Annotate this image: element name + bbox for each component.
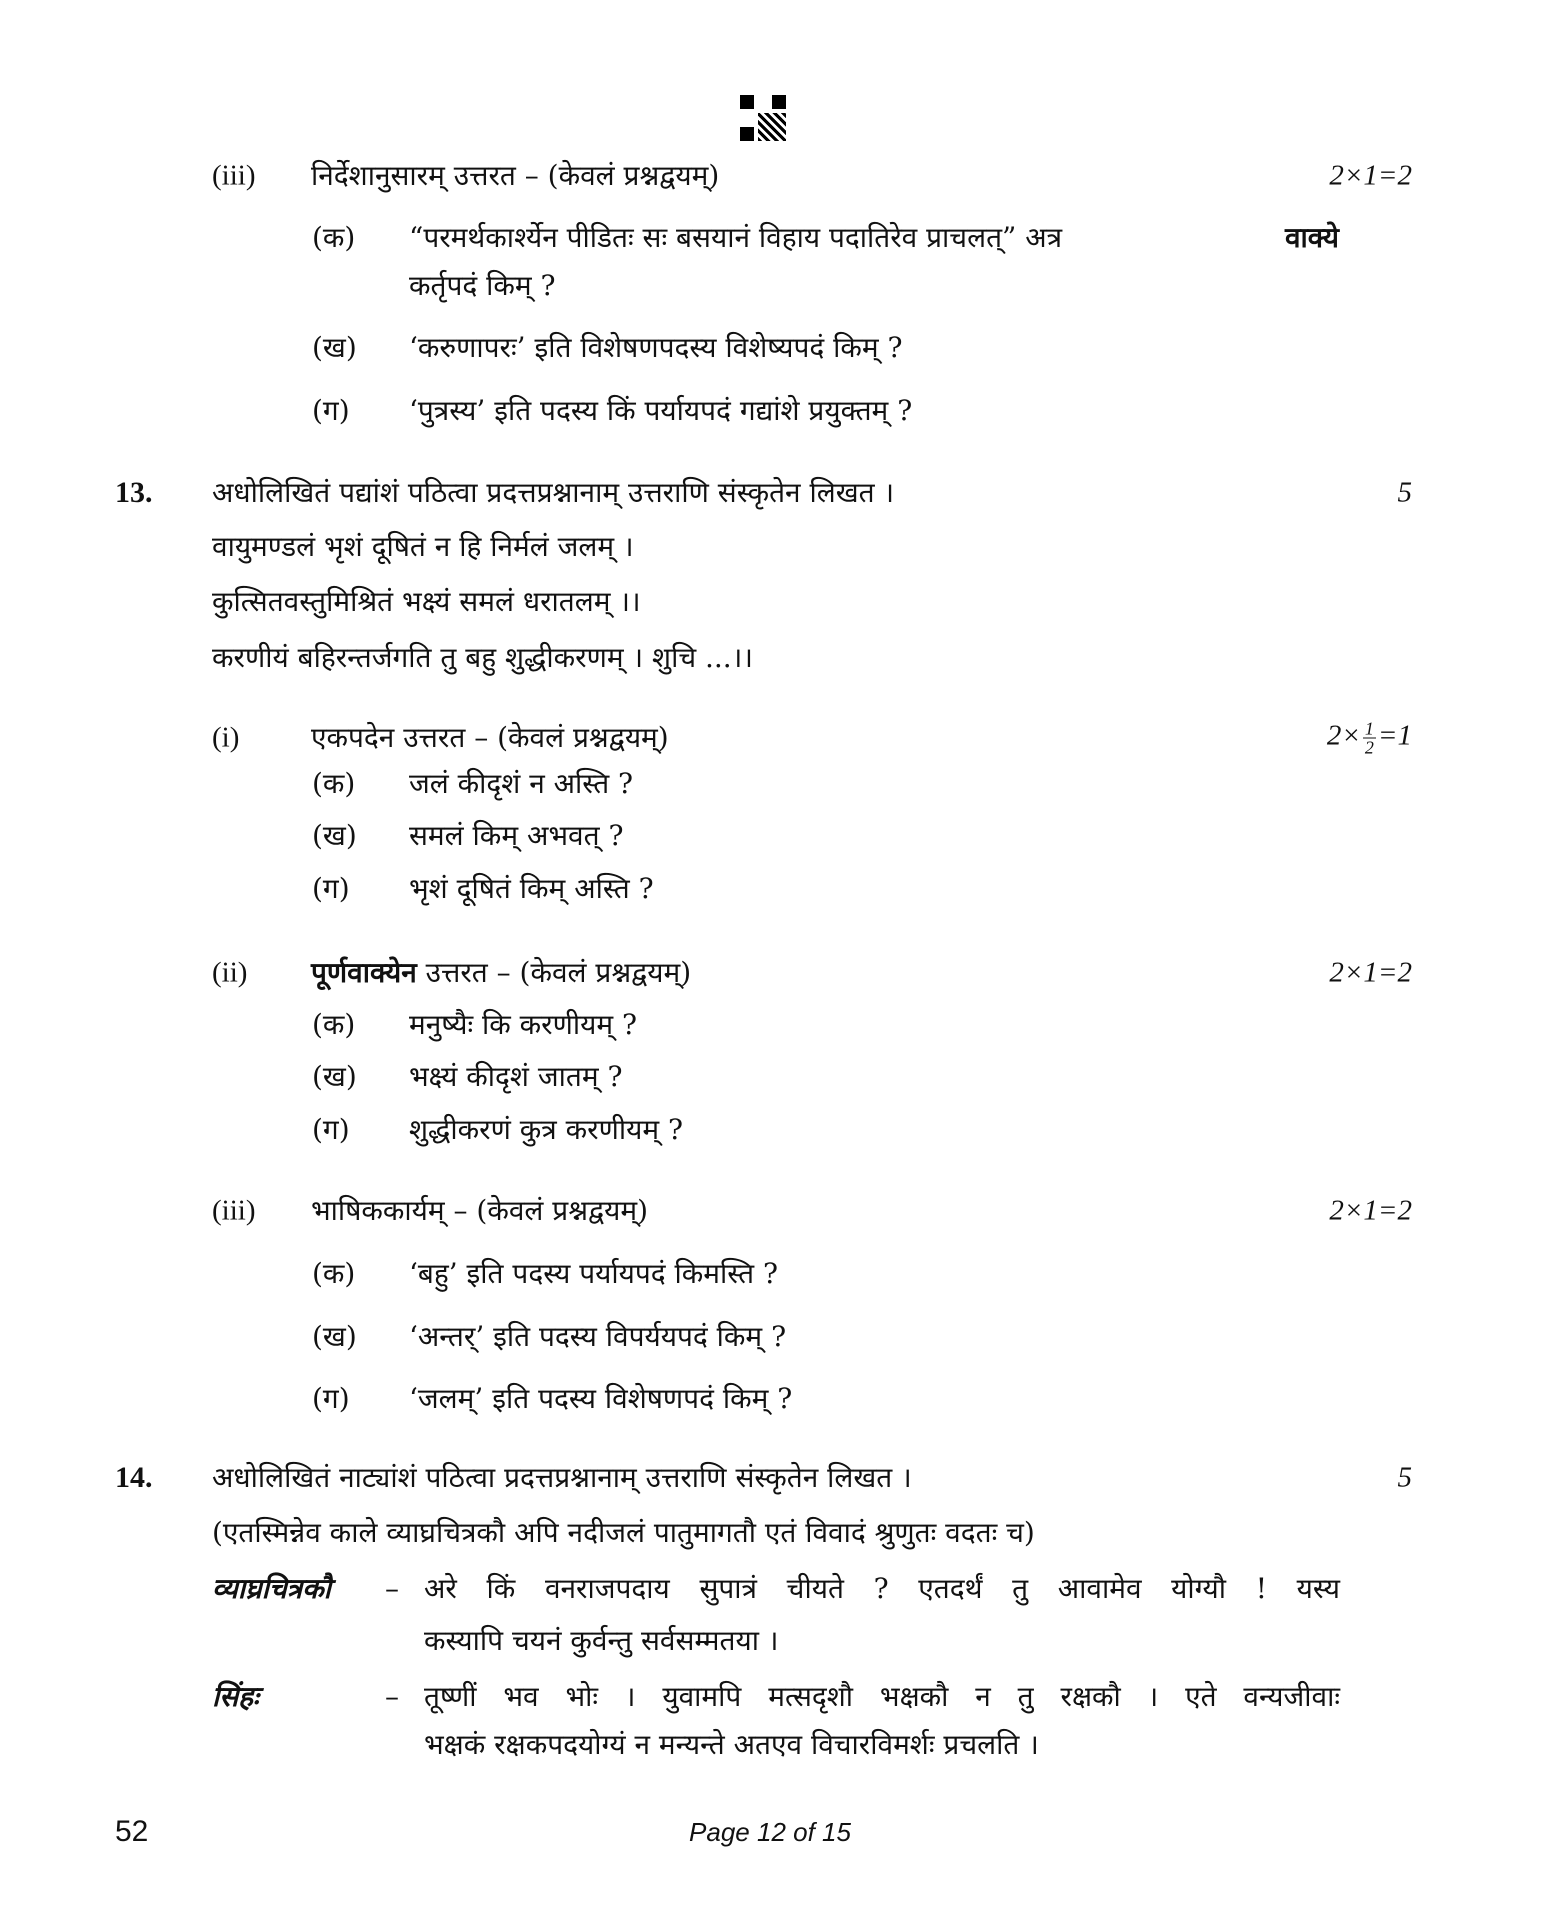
item-label: (ग)	[312, 394, 350, 427]
dialogue-line: भक्षकं रक्षकपदयोग्यं न मन्यन्ते अतएव विचारविमर्शः प्रचलति ।	[424, 1728, 1039, 1761]
paper-code: 52	[115, 1815, 149, 1848]
subpart-label: (iii)	[212, 1194, 256, 1227]
marks: 2×1=2	[1329, 159, 1412, 192]
question-number: 14.	[115, 1461, 153, 1494]
dialogue-dash: –	[385, 1572, 399, 1605]
dialogue-dash: –	[385, 1680, 399, 1713]
item-label: (क)	[312, 1257, 356, 1290]
subpart-instruction: एकपदेन उत्तरत – (केवलं प्रश्नद्वयम्)	[311, 721, 669, 754]
subpart-label: (iii)	[212, 159, 256, 192]
question-text: ‘जलम्’ इति पदस्य विशेषणपदं किम् ?	[409, 1382, 793, 1415]
question-instruction: अधोलिखितं नाट्यांशं पठित्वा प्रदत्तप्रश्नानाम् उत्तराणि संस्कृतेन लिखत ।	[212, 1461, 912, 1494]
question-text: ‘अन्तर्’ इति पदस्य विपर्ययपदं किम् ?	[409, 1320, 787, 1353]
question-text: ‘करुणापरः’ इति विशेषणपदस्य विशेष्यपदं किम् ?	[409, 331, 903, 364]
marks	[1327, 720, 1412, 757]
speaker-name: व्याघ्रचित्रकौ	[212, 1572, 331, 1605]
item-label: (ग)	[312, 1382, 350, 1415]
marks-suffix: =1	[1377, 719, 1412, 752]
item-label: (ख)	[312, 331, 357, 364]
question-text: ‘पुत्रस्य’ इति पदस्य किं पर्यायपदं गद्यांशे प्रयुक्तम् ?	[409, 394, 913, 427]
dialogue-line: तूष्णीं भव भोः । युवामपि मत्सदृशौ भक्षकौ न तु रक्षकौ । एते वन्यजीवाः	[424, 1680, 1340, 1713]
page-number: Page 12 of 15	[689, 1817, 851, 1847]
item-label: (क)	[312, 221, 356, 254]
question-bold-text: वाक्ये	[1284, 221, 1339, 254]
question-text: कर्तृपदं किम् ?	[409, 269, 556, 302]
fraction	[1363, 720, 1376, 757]
question-text: जलं कीदृशं न अस्ति ?	[409, 767, 634, 800]
subpart-label: (ii)	[212, 956, 248, 989]
fraction-numerator: 1	[1364, 718, 1374, 739]
stage-direction: (एतस्मिन्नेव काले व्याघ्रचित्रकौ अपि नदीजलं पातुमागतौ एतं विवादं श्रुणुतः वदतः च)	[212, 1516, 1035, 1549]
item-label: (ग)	[312, 1113, 350, 1146]
subpart-instruction: निर्देशानुसारम् उत्तरत – (केवलं प्रश्नद्वयम्)	[311, 159, 720, 192]
fraction-denominator: 2	[1364, 737, 1374, 758]
item-label: (क)	[312, 1008, 356, 1041]
question-text: समलं किम् अभवत् ?	[409, 819, 624, 852]
marks: 2×1=2	[1329, 956, 1412, 989]
marks: 5	[1397, 476, 1412, 509]
marks-prefix: 2×	[1326, 719, 1361, 752]
item-label: (ख)	[312, 819, 357, 852]
speaker-name: सिंहः	[212, 1680, 259, 1713]
qr-code	[740, 95, 786, 141]
subpart-instruction: भाषिककार्यम् – (केवलं प्रश्नद्वयम्)	[311, 1194, 649, 1227]
marks: 5	[1397, 1461, 1412, 1494]
question-text: ‘बहु’ इति पदस्य पर्यायपदं किमस्ति ?	[409, 1257, 779, 1290]
verse-line: वायुमण्डलं भृशं दूषितं न हि निर्मलं जलम् ।	[212, 530, 634, 563]
question-instruction: अधोलिखितं पद्यांशं पठित्वा प्रदत्तप्रश्नानाम् उत्तराणि संस्कृतेन लिखत ।	[212, 476, 895, 509]
bold-term: पूर्णवाक्येन	[311, 956, 417, 989]
question-text: शुद्धीकरणं कुत्र करणीयम् ?	[409, 1113, 683, 1146]
item-label: (ख)	[312, 1320, 357, 1353]
verse-line: कुत्सितवस्तुमिश्रितं भक्ष्यं समलं धरातलम् ।।	[212, 585, 641, 618]
dialogue-line: अरे किं वनराजपदाय सुपात्रं चीयते ? एतदर्थं तु आवामेव योग्यौ ! यस्य	[424, 1572, 1340, 1605]
subpart-label: (i)	[212, 721, 240, 754]
item-label: (ग)	[312, 872, 350, 905]
item-label: (क)	[312, 767, 356, 800]
question-item	[409, 221, 1339, 254]
instruction-text: उत्तरत – (केवलं प्रश्नद्वयम्)	[425, 956, 692, 989]
subpart-instruction	[311, 956, 692, 989]
question-text: भृशं दूषितं किम् अस्ति ?	[409, 872, 654, 905]
marks: 2×1=2	[1329, 1194, 1412, 1227]
question-number: 13.	[115, 476, 153, 509]
question-text: “परमर्थकार्श्येन पीडितः सः बसयानं विहाय पदातिरेव प्राचलत्” अत्र	[409, 221, 1063, 254]
dialogue-line: कस्यापि चयनं कुर्वन्तु सर्वसम्मतया ।	[424, 1624, 779, 1657]
item-label: (ख)	[312, 1060, 357, 1093]
question-text: मनुष्यैः कि करणीयम् ?	[409, 1008, 638, 1041]
verse-line: करणीयं बहिरन्तर्जगति तु बहु शुद्धीकरणम् । शुचि ...।।	[212, 641, 753, 674]
question-text: भक्ष्यं कीदृशं जातम् ?	[409, 1060, 623, 1093]
